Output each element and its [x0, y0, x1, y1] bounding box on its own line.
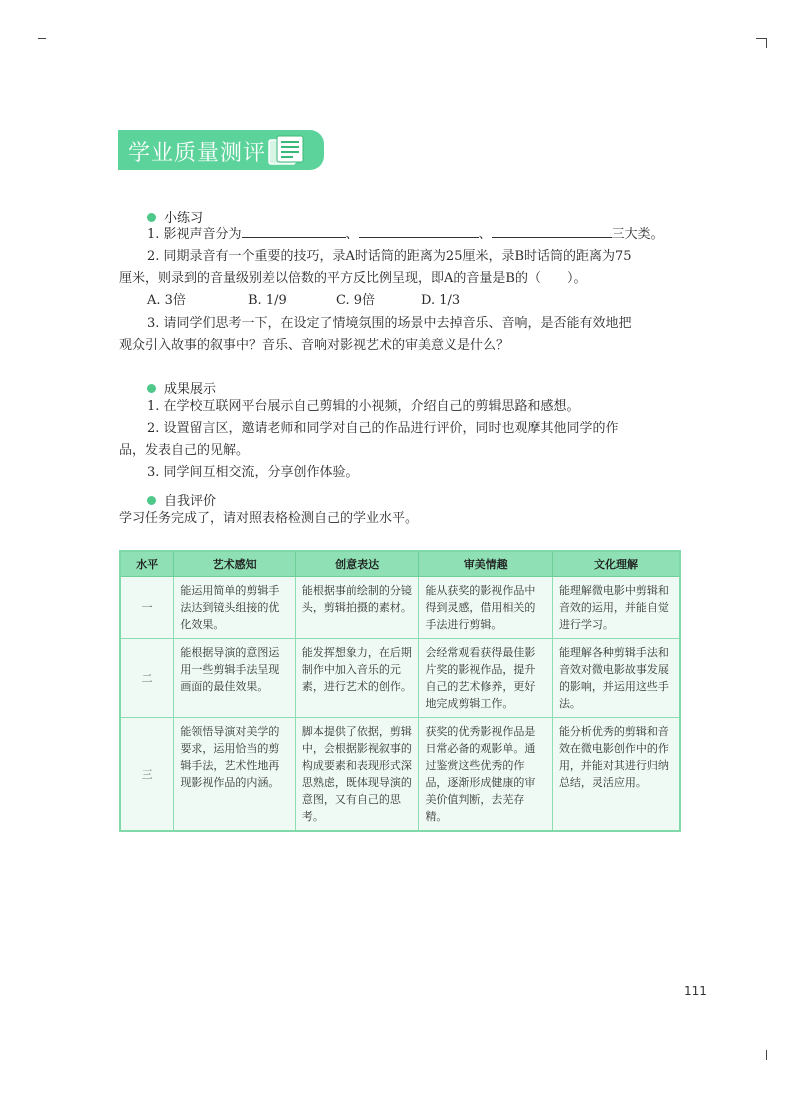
- table-cell: 能从获奖的影视作品中得到灵感，借用相关的手法进行剪辑。: [419, 577, 553, 639]
- table-header: 审美情趣: [419, 551, 553, 577]
- question-2-option-c: C. 9倍: [336, 293, 376, 308]
- answer-blank-2[interactable]: [359, 225, 479, 238]
- question-1: 1. 影视声音分为 、 、 三大类。: [147, 227, 664, 242]
- table-cell: 能理解微电影中剪辑和音效的运用，并能自觉进行学习。: [552, 577, 680, 639]
- crop-mark-top-left: [38, 38, 46, 39]
- table-cell: 能运用简单的剪辑手法达到镜头组接的优化效果。: [174, 577, 296, 639]
- document-icon: [265, 134, 309, 172]
- self-eval-intro: 学习任务完成了，请对照表格检测自己的学业水平。: [119, 511, 419, 526]
- question-2-option-d: D. 1/3: [421, 293, 461, 308]
- bullet-dot-icon: [147, 496, 156, 505]
- table-cell: 能领悟导演对美学的要求，运用恰当的剪辑手法，艺术性地再现影视作品的内涵。: [174, 718, 296, 832]
- table-header: 创意表达: [295, 551, 419, 577]
- showcase-heading: 成果展示: [147, 378, 216, 397]
- table-row: [120, 718, 680, 832]
- showcase-item-1: 1. 在学校互联网平台展示自己剪辑的小视频，介绍自己的剪辑思路和感想。: [147, 399, 580, 414]
- table-cell: 能理解各种剪辑手法和音效对微电影故事发展的影响，并运用这些手法。: [552, 639, 680, 718]
- table-row: [120, 639, 680, 718]
- table-cell: 会经常观看获得最佳影片奖的影视作品，提升自己的艺术修养，更好地完成剪辑工作。: [419, 639, 553, 718]
- showcase-item-2-line-1: 2. 设置留言区，邀请老师和同学对自己的作品进行评价，同时也观摩其他同学的作: [147, 421, 619, 436]
- question-2-line-2: 厘米，则录到的音量级别差以倍数的平方反比例呈现，即A的音量是B的（ ）。: [119, 271, 587, 286]
- crop-mark-top-right-vertical: [766, 38, 767, 48]
- quality-table: [119, 550, 681, 832]
- bullet-dot-icon: [147, 384, 156, 393]
- question-2-option-b: B. 1/9: [248, 293, 287, 308]
- table-cell: 脚本提供了依据，剪辑中，会根据影视叙事的构成要素和表现形式深思熟虑，既体现导演的意图，又有自己的思考。: [295, 718, 419, 832]
- table-header-row: [120, 551, 680, 577]
- table-row: [120, 577, 680, 639]
- level-cell: 三: [120, 718, 174, 832]
- question-3-line-2: 观众引入故事的叙事中？音乐、音响对影视艺术的审美意义是什么？: [119, 338, 510, 353]
- question-2-option-a: A. 3倍: [147, 293, 186, 308]
- table-cell: 获奖的优秀影视作品是日常必备的观影单。通过鉴赏这些优秀的作品，逐渐形成健康的审美价值判断，去芜存精。: [419, 718, 553, 832]
- exercise-heading: 小练习: [147, 207, 203, 226]
- crop-mark-bottom-right: [766, 1050, 767, 1060]
- answer-blank-3[interactable]: [492, 225, 612, 238]
- section-title: 学业质量测评: [128, 141, 267, 166]
- question-2-line-1: 2. 同期录音有一个重要的技巧，录A时话筒的距离为25厘米，录B时话筒的距离为75: [147, 249, 632, 264]
- self-eval-heading: 自我评价: [147, 490, 216, 509]
- table-header: 艺术感知: [174, 551, 296, 577]
- question-3-line-1: 3. 请同学们思考一下，在设定了情境氛围的场景中去掉音乐、音响，是否能有效地把: [147, 316, 632, 331]
- table-header: 文化理解: [552, 551, 680, 577]
- table-cell: 能根据导演的意图运用一些剪辑手法呈现画面的最佳效果。: [174, 639, 296, 718]
- level-cell: 二: [120, 639, 174, 718]
- table-cell: 能分析优秀的剪辑和音效在微电影创作中的作用，并能对其进行归纳总结，灵活应用。: [552, 718, 680, 832]
- page-number: 111: [684, 984, 707, 998]
- bullet-dot-icon: [147, 213, 156, 222]
- level-cell: 一: [120, 577, 174, 639]
- crop-mark-top-right: [756, 38, 766, 39]
- section-banner: [118, 130, 324, 170]
- answer-blank-1[interactable]: [242, 225, 346, 238]
- table-header: 水平: [120, 551, 174, 577]
- showcase-item-3: 3. 同学间互相交流，分享创作体验。: [147, 465, 359, 480]
- showcase-item-2-line-2: 品，发表自己的见解。: [119, 443, 250, 458]
- table-cell: 能发挥想象力，在后期制作中加入音乐的元素，进行艺术的创作。: [295, 639, 419, 718]
- table-cell: 能根据事前绘制的分镜头，剪辑拍摄的素材。: [295, 577, 419, 639]
